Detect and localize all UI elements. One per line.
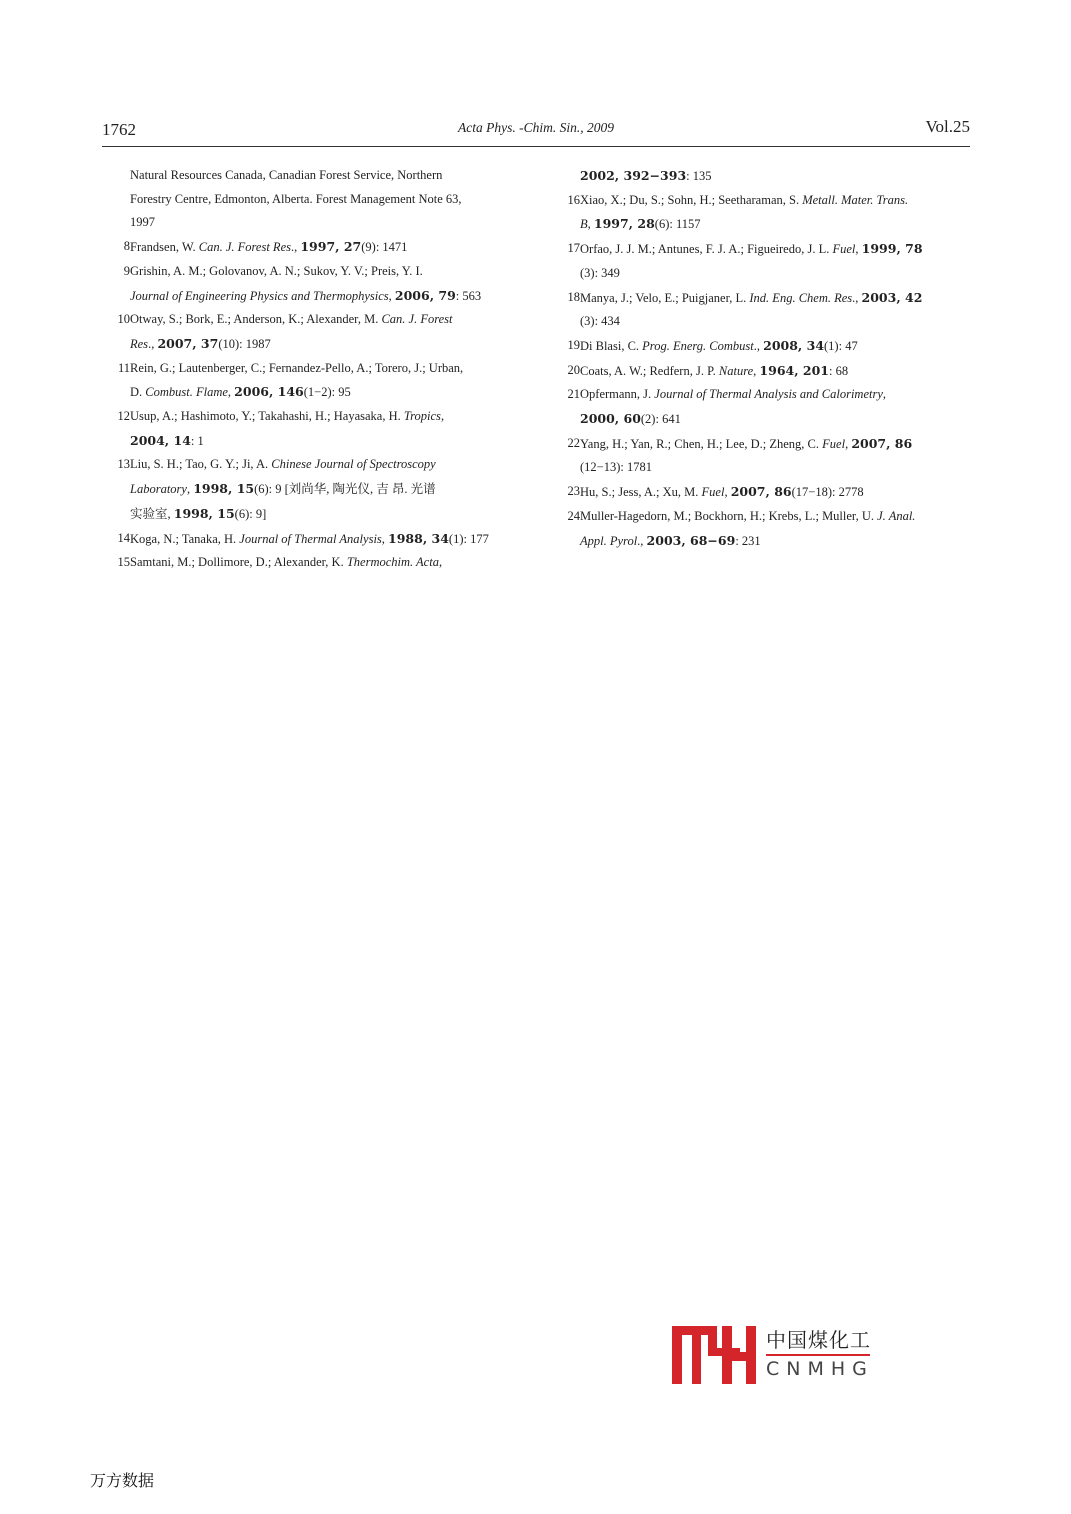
- reference-number: 14: [117, 530, 130, 545]
- reference-continuation-line: [102, 211, 522, 235]
- ref-volume-text: 2007, 37: [157, 335, 219, 351]
- ref-text: Grishin, A. M.; Golovanov, A. N.; Sukov, Y. V.; Preis, Y. I.: [130, 263, 423, 278]
- ref-text: Coats, A. W.; Redfern, J. P.: [580, 363, 719, 378]
- reference-continuation-line: [552, 164, 972, 189]
- ref-journal-text: Can. J. Forest: [381, 312, 453, 327]
- references-left-column: [102, 164, 522, 575]
- reference-text: [130, 405, 522, 429]
- reference-number: 11: [117, 360, 130, 375]
- reference-text: [130, 260, 522, 284]
- ref-text: 实验室,: [130, 506, 174, 521]
- reference-text: [552, 164, 972, 189]
- reference-text: [130, 357, 522, 381]
- reference-number-cell: [552, 237, 580, 261]
- reference-line: [102, 429, 522, 454]
- reference-number: 12: [117, 409, 130, 424]
- reference-text: [580, 480, 972, 505]
- ref-journal-text: B: [580, 217, 588, 232]
- ref-journal-text: Prog. Energ. Combust: [642, 338, 754, 353]
- reference-text: [130, 235, 522, 260]
- reference-text: [130, 527, 522, 552]
- reference-text: [580, 359, 972, 384]
- reference-text: Natural Resources Canada, Canadian Forest Service, Northern: [130, 168, 443, 182]
- reference-text: [580, 432, 972, 457]
- ref-journal-text: Fuel: [701, 485, 725, 500]
- reference-number-cell: [552, 480, 580, 504]
- ref-text: : 135: [686, 169, 712, 183]
- ref-volume-text: 2006, 146: [234, 384, 304, 400]
- ref-volume-text: 2007, 86: [851, 435, 913, 451]
- ref-text: .,: [148, 336, 158, 351]
- reference-text: [580, 383, 972, 407]
- ref-text: Otway, S.; Bork, E.; Anderson, K.; Alexander, M.: [130, 312, 382, 327]
- ref-text: (12−13): 1781: [580, 460, 652, 475]
- ref-text: ,: [381, 531, 389, 546]
- reference-line: [552, 262, 972, 286]
- reference-text: [580, 262, 972, 286]
- reference-number-cell: [552, 359, 580, 383]
- ref-text: Manya, J.; Velo, E.; Puigjaner, L.: [580, 290, 750, 305]
- reference-text: [130, 308, 522, 332]
- ref-text: ,: [440, 409, 445, 424]
- ref-volume-text: 1988, 34: [388, 530, 449, 546]
- reference-text: 1997: [130, 215, 155, 230]
- reference-number-cell: [552, 189, 580, 213]
- ref-text: (3): 434: [580, 314, 620, 329]
- reference-text: [580, 212, 972, 237]
- ref-volume-text: 2006, 79: [394, 287, 456, 303]
- reference-line: [102, 477, 522, 502]
- ref-text: Di Blasi, C.: [580, 338, 643, 353]
- ref-volume-text: 2007, 86: [730, 484, 792, 500]
- ref-text: (17−18): 2778: [791, 485, 864, 500]
- reference-line: [552, 505, 972, 529]
- reference-text: [130, 502, 522, 527]
- ref-text: (1−2): 95: [303, 385, 351, 400]
- ref-journal-text: Ind. Eng. Chem. Res: [749, 290, 853, 305]
- ref-text: : 563: [455, 288, 482, 303]
- reference-line: [102, 453, 522, 477]
- reference-text: [580, 310, 972, 334]
- ref-volume-text: 2003, 68−69: [646, 532, 736, 548]
- reference-text: [580, 189, 972, 213]
- ref-journal-text: Chinese Journal of Spectroscopy: [271, 457, 436, 472]
- ref-text: Opfermann, J.: [580, 387, 655, 402]
- ref-text: Hu, S.; Jess, A.; Xu, M.: [580, 485, 702, 500]
- reference-text: [580, 529, 972, 554]
- ref-text: (3): 349: [580, 265, 620, 280]
- logo-english-text: CNMHG: [766, 1358, 874, 1380]
- reference-line: [102, 308, 522, 332]
- ref-text: Frandsen, W.: [130, 240, 199, 255]
- reference-text: [130, 551, 522, 575]
- ref-journal-text: J. Anal.: [877, 508, 916, 523]
- ref-text: (9): 1471: [361, 240, 408, 255]
- reference-number-cell: [552, 383, 580, 407]
- references-right-column: [552, 164, 972, 553]
- ref-text: (6): 9 [刘尚华, 陶光仪, 吉 昂. 光谱: [254, 482, 436, 497]
- page-header: [102, 112, 970, 147]
- ref-journal-text: Fuel: [832, 242, 856, 257]
- ref-text: ,: [438, 555, 443, 570]
- ref-text: ,: [388, 288, 395, 303]
- ref-journal-text: Journal of Thermal Analysis and Calorimetry: [654, 387, 883, 402]
- reference-text: [130, 477, 522, 502]
- reference-continuation-line: [102, 188, 522, 212]
- reference-text: [580, 286, 972, 311]
- ref-journal-text: Fuel: [822, 436, 846, 451]
- ref-text: Koga, N.; Tanaka, H.: [130, 531, 240, 546]
- ref-journal-text: Journal of Thermal Analysis: [239, 531, 382, 546]
- reference-text: [130, 332, 522, 357]
- ref-journal-text: Laboratory: [130, 482, 187, 497]
- ref-text: (1): 47: [824, 338, 858, 353]
- logo-divider: [766, 1354, 870, 1356]
- reference-number-cell: [102, 453, 130, 477]
- reference-number: 18: [567, 289, 580, 304]
- ref-text: D.: [130, 385, 146, 400]
- reference-number-cell: [102, 405, 130, 429]
- reference-line: [552, 189, 972, 213]
- ref-journal-text: Appl. Pyrol: [580, 533, 638, 548]
- reference-number: 15: [117, 555, 130, 570]
- ref-text: ,: [186, 482, 194, 497]
- ref-volume-text: 1997, 28: [593, 216, 655, 232]
- ref-text: Yang, H.; Yan, R.; Chen, H.; Lee, D.; Zheng, C.: [580, 436, 823, 451]
- reference-text: [580, 334, 972, 359]
- ref-text: Orfao, J. J. M.; Antunes, F. J. A.; Figueiredo, J. L.: [580, 242, 833, 257]
- reference-number-cell: [552, 432, 580, 456]
- ref-text: Usup, A.; Hashimoto, Y.; Takahashi, H.; Hayasaka, H.: [130, 409, 404, 424]
- reference-text: [130, 284, 522, 309]
- reference-line: [552, 529, 972, 554]
- ref-volume-text: 2004, 14: [130, 432, 191, 448]
- ref-text: (2): 641: [640, 412, 681, 427]
- ref-text: ,: [855, 242, 862, 257]
- reference-number: 23: [567, 484, 580, 499]
- reference-text: [130, 429, 522, 454]
- ref-journal-text: Journal of Engineering Physics and Thermophysics: [130, 288, 389, 303]
- ref-volume-text: 2008, 34: [763, 337, 825, 353]
- ref-text: Muller-Hagedorn, M.; Bockhorn, H.; Krebs, L.; Muller, U.: [580, 508, 878, 523]
- reference-line: [102, 284, 522, 309]
- volume-label: Vol.25: [925, 117, 970, 136]
- ref-text: .,: [753, 338, 764, 353]
- reference-number-cell: [552, 505, 580, 529]
- reference-number-cell: [102, 308, 130, 332]
- reference-line: [102, 357, 522, 381]
- ref-volume-text: 1964, 201: [759, 362, 830, 378]
- reference-number-cell: [102, 357, 130, 381]
- cnmhg-logo: [670, 1322, 880, 1388]
- journal-title: Acta Phys. -Chim. Sin., 2009: [458, 120, 614, 135]
- reference-number: 9: [123, 263, 130, 278]
- ref-text: : 68: [829, 363, 849, 378]
- reference-line: [552, 286, 972, 311]
- reference-number-cell: [102, 527, 130, 551]
- reference-line: [552, 407, 972, 432]
- reference-number-cell: [102, 551, 130, 575]
- reference-line: [552, 480, 972, 505]
- ref-text: (10): 1987: [218, 336, 271, 351]
- reference-line: [552, 456, 972, 480]
- ref-volume-text: 1998, 15: [173, 505, 235, 521]
- reference-number: 16: [567, 192, 580, 207]
- reference-line: [552, 237, 972, 262]
- reference-line: [102, 235, 522, 260]
- ref-text: .,: [290, 240, 301, 255]
- ref-journal-text: Can. J. Forest Res: [198, 240, 291, 255]
- reference-line: [102, 332, 522, 357]
- ref-text: ,: [227, 385, 235, 400]
- reference-text: [580, 407, 972, 432]
- reference-text: [130, 380, 522, 405]
- ref-text: .,: [852, 290, 862, 305]
- reference-number: 17: [567, 241, 580, 256]
- reference-line: [552, 212, 972, 237]
- ref-text: (6): 9]: [234, 506, 267, 521]
- ref-volume-text: 1997, 27: [300, 239, 362, 255]
- reference-number-cell: [102, 260, 130, 284]
- ref-journal-text: Nature: [718, 363, 754, 378]
- reference-continuation-line: [102, 164, 522, 188]
- reference-number: 20: [567, 362, 580, 377]
- ref-text: ,: [845, 436, 852, 451]
- reference-number-cell: [102, 235, 130, 259]
- ref-journal-text: Tropics: [403, 409, 441, 424]
- reference-number: 8: [123, 239, 130, 254]
- logo-chinese-text: 中国煤化工: [766, 1328, 871, 1352]
- reference-number: 24: [567, 508, 580, 523]
- ref-text: ,: [882, 387, 887, 402]
- reference-line: [102, 260, 522, 284]
- ref-text: Xiao, X.; Du, S.; Sohn, H.; Seetharaman, S.: [580, 192, 803, 207]
- page-number: 1762: [102, 120, 136, 139]
- reference-line: [552, 334, 972, 359]
- ref-journal-text: Thermochim. Acta: [346, 555, 439, 570]
- ref-volume-text: 2002, 392−393: [580, 168, 687, 183]
- reference-line: [552, 432, 972, 457]
- reference-line: [102, 502, 522, 527]
- reference-line: [102, 405, 522, 429]
- ref-journal-text: Combust. Flame: [145, 385, 228, 400]
- reference-line: [552, 310, 972, 334]
- reference-line: [102, 527, 522, 552]
- ref-volume-text: 1999, 78: [861, 241, 923, 257]
- ref-journal-text: Res: [130, 336, 149, 351]
- reference-line: [552, 383, 972, 407]
- reference-text: [130, 453, 522, 477]
- ref-text: ,: [753, 363, 760, 378]
- ref-text: : 1: [190, 433, 204, 448]
- reference-number: 13: [117, 457, 130, 472]
- reference-number-cell: [552, 286, 580, 310]
- watermark-text: 万方数据: [90, 1471, 155, 1490]
- reference-text: Forestry Centre, Edmonton, Alberta. Forest Management Note 63,: [130, 191, 462, 206]
- reference-line: [102, 551, 522, 575]
- ref-text: Rein, G.; Lautenberger, C.; Fernandez-Pello, A.; Torero, J.; Urban,: [130, 360, 464, 375]
- ref-text: : 231: [735, 533, 761, 548]
- reference-number: 10: [117, 312, 130, 327]
- reference-number: 19: [567, 337, 580, 352]
- ref-journal-text: Metall. Mater. Trans.: [802, 192, 909, 207]
- reference-number: 21: [567, 387, 580, 402]
- reference-line: [552, 359, 972, 384]
- reference-number: 22: [567, 435, 580, 450]
- ref-text: ,: [724, 485, 731, 500]
- ref-text: Samtani, M.; Dollimore, D.; Alexander, K.: [130, 555, 347, 570]
- ref-text: .,: [637, 533, 647, 548]
- reference-text: [580, 505, 972, 529]
- ref-text: (1): 177: [448, 531, 489, 546]
- ref-volume-text: 1998, 15: [193, 481, 255, 497]
- ref-volume-text: 2000, 60: [580, 411, 641, 427]
- reference-text: [580, 456, 972, 480]
- reference-text: [580, 237, 972, 262]
- ref-text: ,: [587, 217, 594, 232]
- ref-volume-text: 2003, 42: [861, 289, 923, 305]
- reference-number-cell: [552, 334, 580, 358]
- cnmhg-logo-mark-icon: [670, 1322, 760, 1386]
- ref-text: Liu, S. H.; Tao, G. Y.; Ji, A.: [130, 457, 272, 472]
- reference-line: [102, 380, 522, 405]
- ref-text: (6): 1157: [654, 217, 701, 232]
